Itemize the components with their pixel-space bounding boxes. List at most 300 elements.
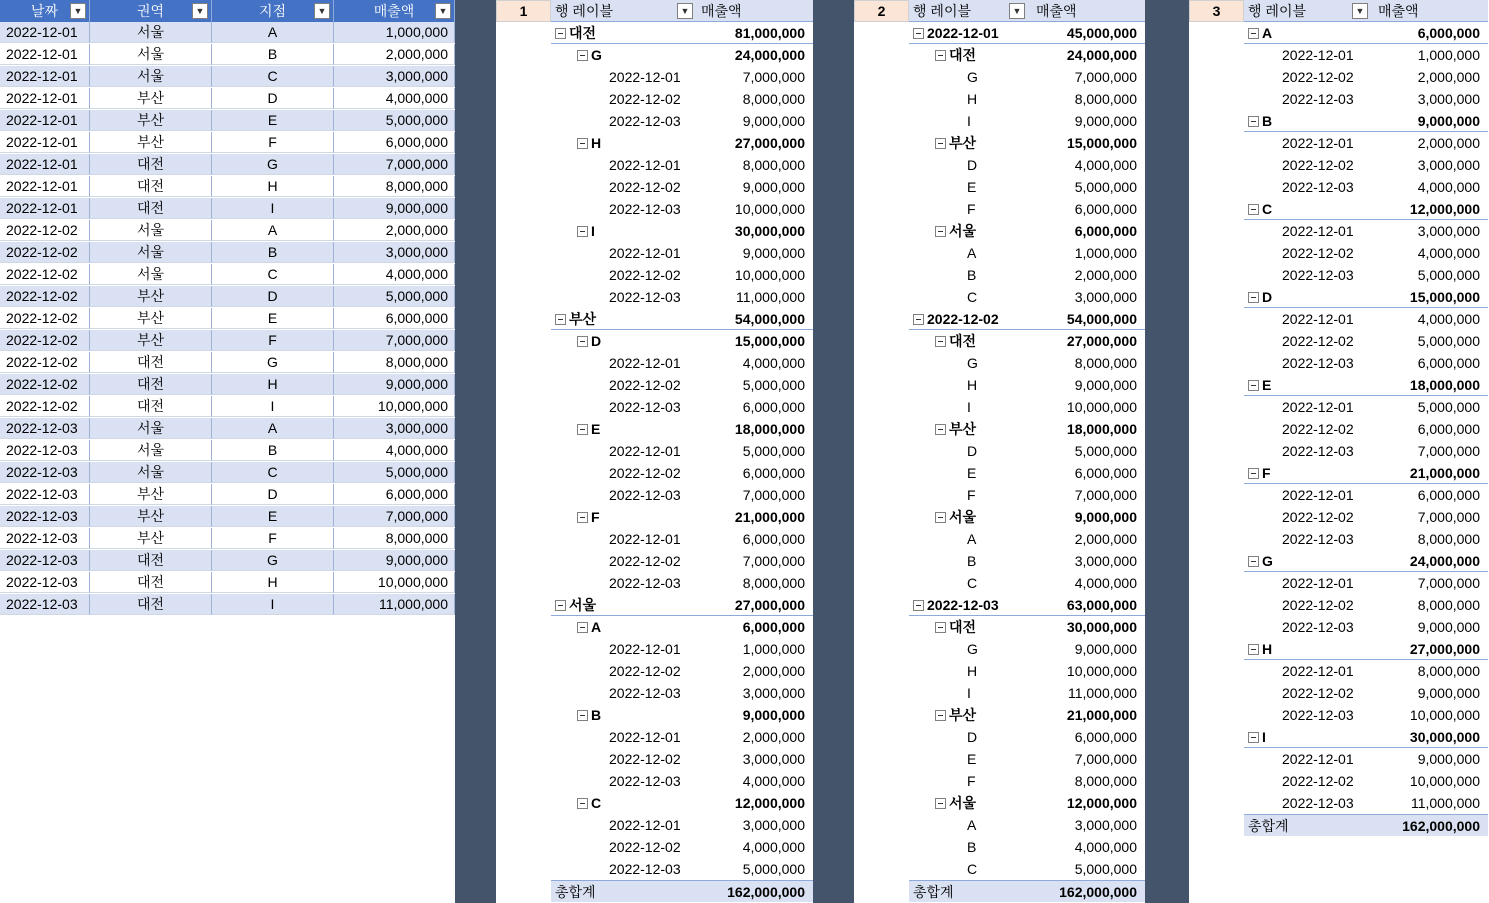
pivot-row-label: E [967,179,977,195]
pivot-row[interactable] [1244,594,1488,616]
filter-dropdown-icon[interactable]: ▼ [1352,3,1368,19]
collapse-icon[interactable] [1248,644,1259,655]
cell-sales[interactable]: 11,000,000 [334,594,455,615]
pivot-row-value: 21,000,000 [1409,465,1480,481]
collapse-icon[interactable] [935,512,946,523]
pivot-row[interactable] [1244,440,1488,462]
cell-date[interactable]: 2022-12-02 [0,330,90,351]
pivot-number-2[interactable]: 2 [854,0,909,22]
pivot-row[interactable] [551,308,813,330]
header-sales[interactable]: 매출액 ▼ [334,0,455,22]
pivot-row[interactable] [551,44,813,66]
cell-sales[interactable]: 4,000,000 [334,264,455,285]
pivot-row[interactable] [551,88,813,110]
pivot-grand-total-row[interactable] [1244,814,1488,836]
pivot-row[interactable] [909,440,1145,462]
pivot-number-3[interactable]: 3 [1189,0,1244,22]
cell-date[interactable]: 2022-12-02 [0,396,90,417]
pivot-row[interactable] [1244,792,1488,814]
filter-dropdown-icon[interactable]: ▼ [70,3,86,19]
pivot-row[interactable] [909,286,1145,308]
pivot-row[interactable] [551,638,813,660]
pivot-row[interactable] [551,572,813,594]
pivot-row[interactable] [909,396,1145,418]
cell-region[interactable]: 부산 [90,132,212,153]
cell-branch[interactable]: I [212,594,334,615]
cell-branch[interactable]: E [212,110,334,131]
cell-sales[interactable]: 5,000,000 [334,110,455,131]
pivot-row[interactable] [551,198,813,220]
cell-date[interactable]: 2022-12-03 [0,550,90,571]
pivot-row[interactable] [551,792,813,814]
pivot-row-label: 2022-12-02 [1282,421,1354,437]
collapse-icon[interactable] [935,798,946,809]
collapse-icon[interactable] [555,314,566,325]
pivot-row[interactable] [551,550,813,572]
cell-branch[interactable]: A [212,418,334,439]
cell-region[interactable]: 부산 [90,286,212,307]
pivot-row[interactable] [909,682,1145,704]
cell-sales[interactable]: 6,000,000 [334,308,455,329]
cell-date[interactable]: 2022-12-02 [0,352,90,373]
cell-branch[interactable]: C [212,66,334,87]
pivot-row[interactable] [1244,704,1488,726]
header-region[interactable]: 권역 ▼ [90,0,212,22]
cell-region[interactable]: 대전 [90,550,212,571]
header-branch[interactable]: 지점 ▼ [212,0,334,22]
filter-dropdown-icon[interactable]: ▼ [435,3,451,19]
pivot-row[interactable] [1244,572,1488,594]
cell-sales[interactable]: 1,000,000 [334,22,455,43]
pivot-row[interactable] [909,352,1145,374]
pivot-row[interactable] [909,374,1145,396]
collapse-icon[interactable] [577,512,588,523]
pivot-row[interactable] [551,748,813,770]
cell-branch[interactable]: H [212,374,334,395]
row-label-header[interactable]: 행 레이블 [1248,2,1306,19]
pivot-row[interactable] [909,132,1145,154]
collapse-icon[interactable] [913,314,924,325]
collapse-icon[interactable] [1248,468,1259,479]
cell-region[interactable]: 대전 [90,594,212,615]
pivot-row[interactable] [551,858,813,880]
pivot-row-label: B [591,707,602,723]
pivot-row[interactable] [1244,308,1488,330]
cell-sales[interactable]: 9,000,000 [334,550,455,571]
cell-region[interactable]: 부산 [90,110,212,131]
pivot-row[interactable] [1244,418,1488,440]
pivot-row[interactable] [909,220,1145,242]
pivot-row[interactable] [1244,154,1488,176]
pivot-row[interactable] [551,660,813,682]
pivot-row[interactable] [909,836,1145,858]
cell-sales[interactable]: 2,000,000 [334,44,455,65]
cell-region[interactable]: 서울 [90,242,212,263]
cell-region[interactable]: 대전 [90,374,212,395]
cell-date[interactable]: 2022-12-02 [0,220,90,241]
pivot-row[interactable] [909,814,1145,836]
pivot-row[interactable] [551,352,813,374]
cell-sales[interactable]: 2,000,000 [334,220,455,241]
pivot-row[interactable] [1244,88,1488,110]
pivot-row[interactable] [909,704,1145,726]
pivot-row[interactable] [1244,220,1488,242]
pivot-row[interactable] [909,154,1145,176]
pivot-row[interactable] [909,572,1145,594]
pivot-row[interactable] [909,44,1145,66]
cell-branch[interactable]: A [212,22,334,43]
pivot-row[interactable] [1244,110,1488,132]
pivot-row[interactable] [551,726,813,748]
cell-sales[interactable]: 8,000,000 [334,176,455,197]
cell-sales[interactable]: 6,000,000 [334,484,455,505]
pivot-row[interactable] [1244,352,1488,374]
pivot-row[interactable] [909,242,1145,264]
cell-date[interactable]: 2022-12-01 [0,154,90,175]
cell-branch[interactable]: F [212,528,334,549]
pivot-row-label: 2022-12-01 [927,25,999,41]
pivot-row[interactable] [909,550,1145,572]
filter-dropdown-icon[interactable]: ▼ [192,3,208,19]
cell-date[interactable]: 2022-12-01 [0,88,90,109]
collapse-icon[interactable] [935,622,946,633]
collapse-icon[interactable] [935,336,946,347]
cell-region[interactable]: 부산 [90,308,212,329]
filter-dropdown-icon[interactable]: ▼ [677,3,693,19]
cell-date[interactable]: 2022-12-01 [0,176,90,197]
pivot-row[interactable] [1244,726,1488,748]
filter-dropdown-icon[interactable]: ▼ [1009,3,1025,19]
pivot-row[interactable] [1244,22,1488,44]
value-label-header[interactable]: 매출액 [1036,2,1077,19]
cell-sales[interactable]: 4,000,000 [334,88,455,109]
pivot-row-label: 2022-12-03 [609,773,681,789]
collapse-icon[interactable] [935,226,946,237]
cell-region[interactable]: 부산 [90,88,212,109]
pivot-row[interactable] [551,264,813,286]
cell-sales[interactable]: 7,000,000 [334,330,455,351]
cell-branch[interactable]: A [212,220,334,241]
collapse-icon[interactable] [1248,116,1259,127]
pivot-row[interactable] [1244,506,1488,528]
cell-region[interactable]: 서울 [90,220,212,241]
pivot-row[interactable] [551,22,813,44]
pivot-row[interactable] [1244,528,1488,550]
pivot-row[interactable] [1244,682,1488,704]
cell-date[interactable]: 2022-12-03 [0,528,90,549]
cell-date[interactable]: 2022-12-03 [0,484,90,505]
pivot-row[interactable] [909,506,1145,528]
cell-region[interactable]: 대전 [90,154,212,175]
pivot-row-label: 2022-12-01 [609,641,681,657]
pivot-row[interactable] [909,418,1145,440]
cell-region[interactable]: 서울 [90,440,212,461]
pivot-row[interactable] [551,616,813,638]
pivot-row[interactable] [1244,484,1488,506]
pivot-row[interactable] [1244,660,1488,682]
cell-sales[interactable]: 3,000,000 [334,66,455,87]
cell-branch[interactable]: I [212,396,334,417]
cell-branch[interactable]: G [212,352,334,373]
collapse-icon[interactable] [577,138,588,149]
cell-sales[interactable]: 5,000,000 [334,286,455,307]
cell-sales[interactable]: 3,000,000 [334,242,455,263]
cell-region[interactable]: 서울 [90,462,212,483]
pivot-row[interactable] [1244,550,1488,572]
pivot-row[interactable] [1244,198,1488,220]
pivot-row[interactable] [1244,66,1488,88]
pivot-row[interactable] [551,110,813,132]
pivot-table-region-branch-date [551,0,813,902]
cell-sales[interactable]: 9,000,000 [334,198,455,219]
pivot-row[interactable] [1244,242,1488,264]
pivot-row[interactable] [1244,264,1488,286]
pivot-row-value: 4,000,000 [1074,839,1137,855]
pivot-number-1[interactable]: 1 [496,0,551,22]
cell-date[interactable]: 2022-12-01 [0,132,90,153]
cell-date[interactable]: 2022-12-02 [0,264,90,285]
pivot-row[interactable] [551,330,813,352]
pivot-row-value: 3,000,000 [1417,91,1480,107]
cell-branch[interactable]: H [212,572,334,593]
cell-date[interactable]: 2022-12-03 [0,506,90,527]
pivot-row[interactable] [551,66,813,88]
cell-branch[interactable]: G [212,154,334,175]
pivot-row[interactable] [551,506,813,528]
cell-region[interactable]: 대전 [90,198,212,219]
pivot-row[interactable] [551,396,813,418]
pivot-row[interactable] [909,748,1145,770]
cell-sales[interactable]: 4,000,000 [334,440,455,461]
pivot-row[interactable] [909,88,1145,110]
cell-branch[interactable]: H [212,176,334,197]
cell-branch[interactable]: B [212,440,334,461]
pivot-row[interactable] [551,462,813,484]
pivot-row[interactable] [909,110,1145,132]
cell-branch[interactable]: D [212,286,334,307]
pivot-row[interactable] [551,374,813,396]
table-row [0,440,455,462]
cell-sales[interactable]: 6,000,000 [334,132,455,153]
cell-date[interactable]: 2022-12-01 [0,198,90,219]
pivot-row[interactable] [551,594,813,616]
cell-sales[interactable]: 7,000,000 [334,154,455,175]
cell-branch[interactable]: F [212,330,334,351]
collapse-icon[interactable] [935,50,946,61]
value-label-header[interactable]: 매출액 [701,2,742,19]
cell-date[interactable]: 2022-12-02 [0,374,90,395]
pivot-row[interactable] [909,484,1145,506]
row-label-header[interactable]: 행 레이블 [913,2,971,19]
pivot-row[interactable] [551,704,813,726]
cell-date[interactable]: 2022-12-03 [0,440,90,461]
cell-date[interactable]: 2022-12-02 [0,308,90,329]
pivot-row[interactable] [551,770,813,792]
pivot-row[interactable] [1244,374,1488,396]
collapse-icon[interactable] [1248,204,1259,215]
table-row [0,550,455,572]
pivot-row[interactable] [909,22,1145,44]
cell-region[interactable]: 서울 [90,66,212,87]
cell-branch[interactable]: I [212,198,334,219]
pivot-row[interactable] [909,858,1145,880]
pivot-row-value: 3,000,000 [742,751,805,767]
cell-branch[interactable]: C [212,462,334,483]
collapse-icon[interactable] [577,50,588,61]
cell-date[interactable]: 2022-12-01 [0,110,90,131]
cell-sales[interactable]: 8,000,000 [334,352,455,373]
cell-date[interactable]: 2022-12-02 [0,286,90,307]
cell-branch[interactable]: G [212,550,334,571]
collapse-icon[interactable] [577,710,588,721]
collapse-icon[interactable] [577,336,588,347]
pivot-row[interactable] [551,440,813,462]
cell-region[interactable]: 대전 [90,352,212,373]
pivot-row-label: 2022-12-01 [609,157,681,173]
pivot-row[interactable] [909,308,1145,330]
pivot-row[interactable] [551,814,813,836]
collapse-icon[interactable] [935,138,946,149]
pivot-row[interactable] [909,176,1145,198]
cell-branch[interactable]: F [212,132,334,153]
pivot-row[interactable] [909,792,1145,814]
cell-region[interactable]: 서울 [90,44,212,65]
pivot-row[interactable] [1244,44,1488,66]
pivot-row[interactable] [551,220,813,242]
pivot-row[interactable] [551,836,813,858]
collapse-icon[interactable] [555,600,566,611]
pivot-row[interactable] [1244,638,1488,660]
pivot-row[interactable] [909,660,1145,682]
value-label-header[interactable]: 매출액 [1378,2,1419,19]
cell-region[interactable]: 부산 [90,330,212,351]
pivot-grand-total-row[interactable] [909,880,1145,902]
pivot-row[interactable] [909,330,1145,352]
cell-branch[interactable]: E [212,506,334,527]
cell-branch[interactable]: E [212,308,334,329]
collapse-icon[interactable] [1248,28,1259,39]
collapse-icon[interactable] [577,424,588,435]
pivot-row[interactable] [1244,770,1488,792]
pivot-row[interactable] [1244,396,1488,418]
pivot-row[interactable] [551,682,813,704]
cell-branch[interactable]: C [212,264,334,285]
collapse-icon[interactable] [935,710,946,721]
cell-sales[interactable]: 9,000,000 [334,374,455,395]
header-date[interactable]: 날짜 ▼ [0,0,90,22]
cell-date[interactable]: 2022-12-01 [0,22,90,43]
pivot-row-label: F [967,201,976,217]
cell-region[interactable]: 대전 [90,396,212,417]
collapse-icon[interactable] [555,28,566,39]
cell-sales[interactable]: 3,000,000 [334,418,455,439]
cell-region[interactable]: 부산 [90,506,212,527]
cell-branch[interactable]: B [212,44,334,65]
pivot-row[interactable] [909,528,1145,550]
pivot-row[interactable] [1244,616,1488,638]
pivot-row[interactable] [1244,176,1488,198]
pivot-row-label: D [591,333,602,349]
cell-region[interactable]: 대전 [90,572,212,593]
cell-region[interactable]: 서울 [90,418,212,439]
collapse-icon[interactable] [577,226,588,237]
pivot-row[interactable] [909,616,1145,638]
pivot-row[interactable] [551,484,813,506]
pivot-row-label: 2022-12-01 [1282,135,1354,151]
collapse-icon[interactable] [913,28,924,39]
collapse-icon[interactable] [1248,556,1259,567]
cell-branch[interactable]: B [212,242,334,263]
pivot-row-label: 2022-12-01 [609,531,681,547]
filter-dropdown-icon[interactable]: ▼ [314,3,330,19]
cell-date[interactable]: 2022-12-02 [0,242,90,263]
cell-region[interactable]: 서울 [90,22,212,43]
pivot-row[interactable] [1244,462,1488,484]
pivot-row[interactable] [909,66,1145,88]
pivot-row[interactable] [909,638,1145,660]
cell-date[interactable]: 2022-12-03 [0,418,90,439]
cell-date[interactable]: 2022-12-03 [0,594,90,615]
pivot-row[interactable] [909,264,1145,286]
cell-region[interactable]: 부산 [90,484,212,505]
cell-branch[interactable]: D [212,88,334,109]
collapse-icon[interactable] [577,798,588,809]
pivot-row[interactable] [1244,748,1488,770]
pivot-row-label: 대전 [949,619,977,635]
cell-branch[interactable]: D [212,484,334,505]
cell-region[interactable]: 부산 [90,528,212,549]
pivot-row[interactable] [1244,132,1488,154]
pivot-row[interactable] [551,154,813,176]
collapse-icon[interactable] [1248,292,1259,303]
cell-sales[interactable]: 7,000,000 [334,506,455,527]
row-label-header[interactable]: 행 레이블 [555,2,613,19]
collapse-icon[interactable] [935,424,946,435]
pivot-row[interactable] [909,726,1145,748]
pivot-row[interactable] [1244,330,1488,352]
collapse-icon[interactable] [1248,380,1259,391]
pivot-row[interactable] [551,242,813,264]
collapse-icon[interactable] [577,622,588,633]
pivot-row[interactable] [909,770,1145,792]
collapse-icon[interactable] [913,600,924,611]
cell-region[interactable]: 서울 [90,264,212,285]
pivot-row[interactable] [909,462,1145,484]
cell-sales[interactable]: 8,000,000 [334,528,455,549]
pivot-row[interactable] [551,176,813,198]
cell-region[interactable]: 대전 [90,176,212,197]
pivot-row[interactable] [551,418,813,440]
pivot-row-label: B [1262,113,1273,129]
pivot-row[interactable] [551,528,813,550]
pivot-row[interactable] [551,286,813,308]
collapse-icon[interactable] [1248,732,1259,743]
cell-date[interactable]: 2022-12-03 [0,572,90,593]
cell-date[interactable]: 2022-12-03 [0,462,90,483]
pivot-row-label: B [967,553,977,569]
pivot-row[interactable] [551,132,813,154]
cell-date[interactable]: 2022-12-01 [0,44,90,65]
pivot-row[interactable] [909,594,1145,616]
pivot-row[interactable] [909,198,1145,220]
cell-sales[interactable]: 10,000,000 [334,572,455,593]
cell-sales[interactable]: 10,000,000 [334,396,455,417]
pivot-row[interactable] [1244,286,1488,308]
pivot-grand-total-row[interactable] [551,880,813,902]
cell-date[interactable]: 2022-12-01 [0,66,90,87]
cell-sales[interactable]: 5,000,000 [334,462,455,483]
pivot-row-label: A [967,817,977,833]
